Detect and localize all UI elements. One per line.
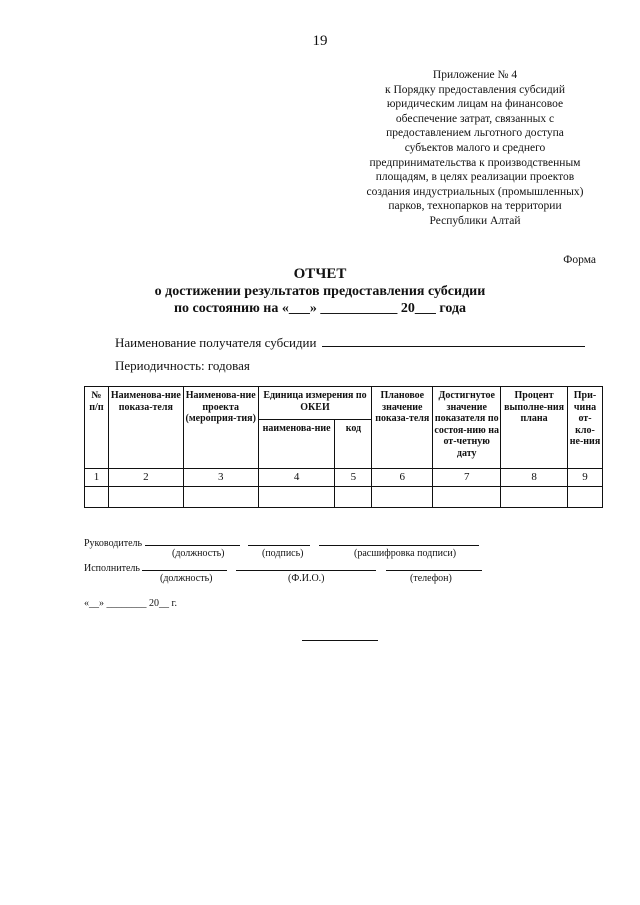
column-number: 4 — [258, 469, 335, 487]
header-project: Наименова-ние проекта (мероприя-тия) — [183, 387, 258, 469]
head-position-blank[interactable] — [145, 536, 240, 546]
header-reason: При-чина от-кло-не-ния — [568, 387, 603, 469]
empty-cell[interactable] — [85, 487, 109, 508]
column-number: 2 — [108, 469, 183, 487]
header-indicator: Наименова-ние показа-теля — [108, 387, 183, 469]
date-line: «__» ________ 20__ г. — [84, 598, 177, 609]
recipient-blank[interactable] — [322, 334, 585, 347]
executor-caption-phone: (телефон) — [410, 573, 452, 584]
header-num: № п/п — [85, 387, 109, 469]
column-number: 7 — [433, 469, 501, 487]
executor-label: Исполнитель — [84, 563, 140, 574]
executor-caption-name: (Ф.И.О.) — [288, 573, 325, 584]
title-line-3: по состоянию на «___» ___________ 20___ года — [173, 301, 467, 316]
executor-caption-position: (должность) — [160, 573, 213, 584]
empty-cell[interactable] — [335, 487, 372, 508]
head-signature-blank[interactable] — [248, 536, 310, 546]
appendix-line: предпринимательства к производственным — [369, 156, 581, 169]
empty-cell[interactable] — [258, 487, 335, 508]
appendix-line: Республики Алтай — [429, 214, 521, 227]
head-decoding-blank[interactable] — [319, 536, 479, 546]
end-divider — [302, 640, 378, 641]
empty-cell[interactable] — [433, 487, 501, 508]
column-number: 8 — [501, 469, 568, 487]
head-label: Руководитель — [84, 538, 143, 549]
report-table — [84, 386, 603, 508]
appendix-line: создания индустриальных (промышленных) — [366, 185, 584, 198]
executor-phone-blank[interactable] — [386, 561, 482, 571]
column-number: 1 — [85, 469, 109, 487]
appendix-line: предоставлением льготного доступа — [386, 127, 564, 140]
appendix-block — [350, 68, 600, 229]
appendix-line: обеспечение затрат, связанных с — [395, 112, 555, 125]
header-unit-code: код — [335, 420, 372, 469]
appendix-line: площадям, в целях реализации проектов — [375, 171, 575, 184]
title-line-1: ОТЧЕТ — [293, 266, 347, 282]
appendix-line: юридическим лицам на финансовое — [386, 98, 564, 111]
column-number: 9 — [568, 469, 603, 487]
header-unit-name: наименова-ние — [258, 420, 335, 469]
executor-position-blank[interactable] — [142, 561, 227, 571]
recipient-field — [115, 334, 585, 351]
empty-cell[interactable] — [108, 487, 183, 508]
empty-cell[interactable] — [501, 487, 568, 508]
head-caption-position: (должность) — [172, 548, 225, 559]
head-caption-signature: (подпись) — [262, 548, 304, 559]
title-line-2: о достижении результатов предоставления субсидии — [154, 284, 486, 299]
executor-name-blank[interactable] — [236, 561, 376, 571]
page-number: 19 — [312, 33, 328, 49]
recipient-label: Наименование получателя субсидии — [115, 335, 317, 350]
report-title — [0, 266, 640, 317]
appendix-line: субъектов малого и среднего — [404, 141, 546, 154]
empty-cell[interactable] — [372, 487, 433, 508]
header-unit: Единица измерения по ОКЕИ — [258, 387, 372, 420]
form-label: Форма — [563, 254, 596, 266]
header-planned: Плановое значение показа-теля — [372, 387, 433, 469]
appendix-line: к Порядку предоставления субсидий — [385, 83, 565, 96]
empty-cell[interactable] — [568, 487, 603, 508]
appendix-line: Приложение № 4 — [432, 69, 518, 81]
header-achieved: Достигнутое значение показателя по состоя-нию на от-четную дату — [433, 387, 501, 469]
column-number: 3 — [183, 469, 258, 487]
empty-cell[interactable] — [183, 487, 258, 508]
column-number: 6 — [372, 469, 433, 487]
head-caption-decoding: (расшифровка подписи) — [354, 548, 457, 559]
header-percent: Процент выполне-ния плана — [501, 387, 568, 469]
column-number: 5 — [335, 469, 372, 487]
appendix-line: парков, технопарков на территории — [388, 200, 562, 213]
periodicity: Периодичность: годовая — [115, 358, 250, 373]
